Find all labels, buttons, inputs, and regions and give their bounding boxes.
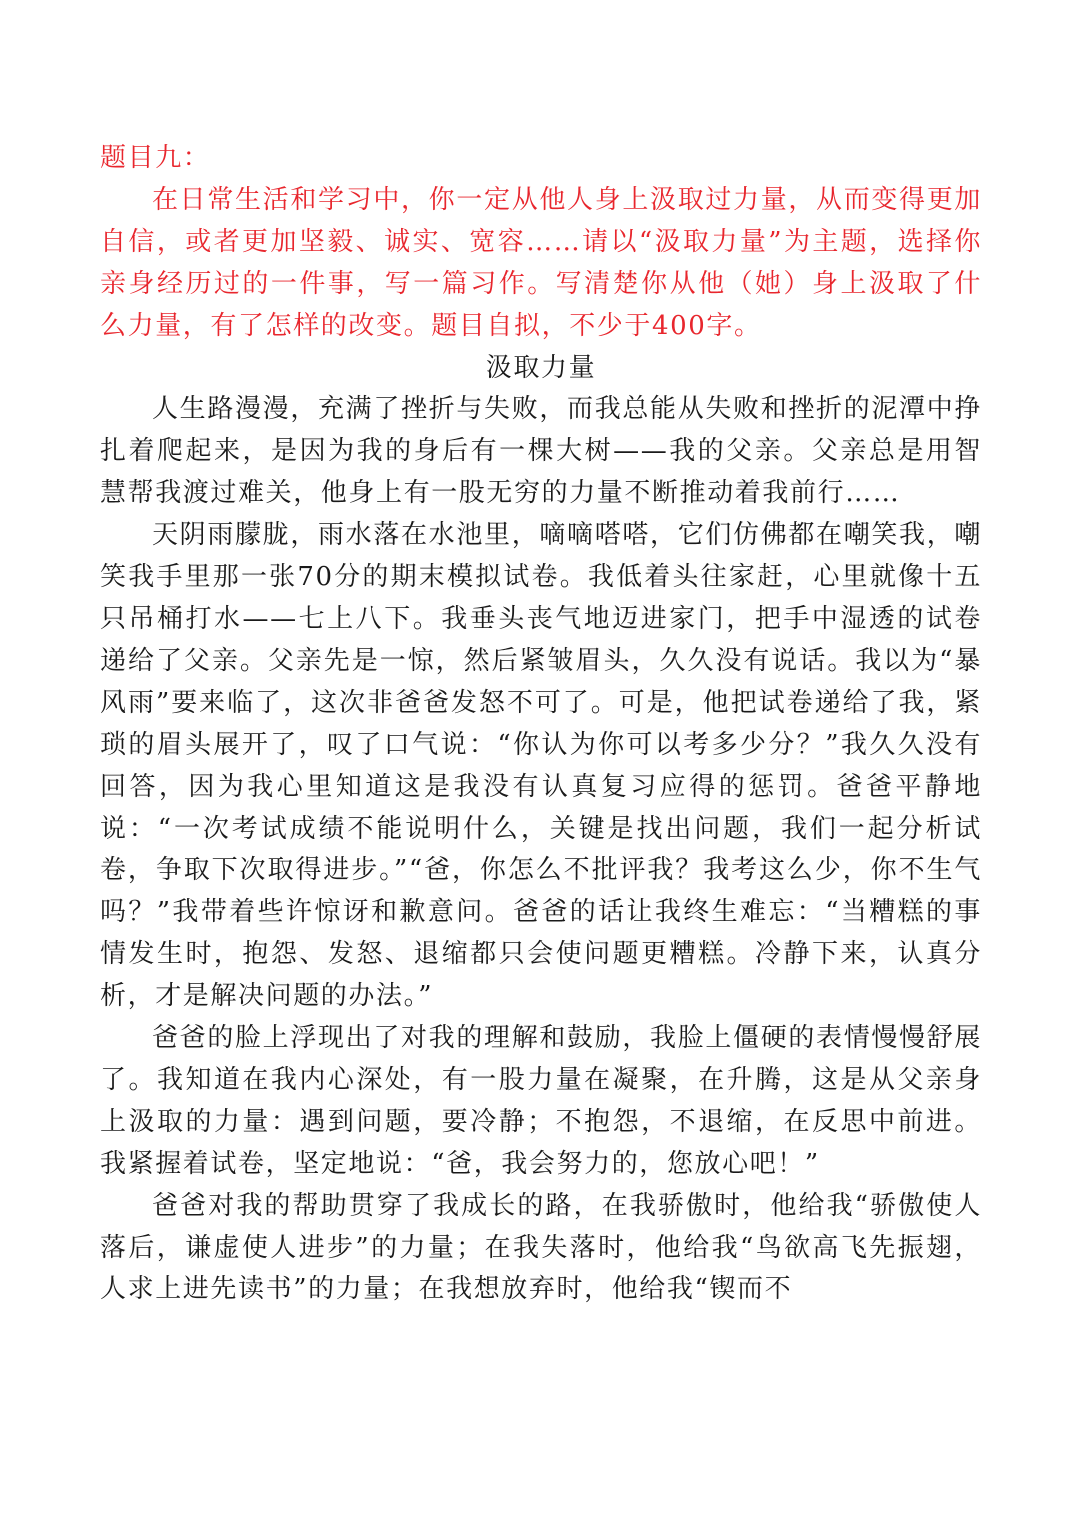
- essay-paragraph-1: 人生路漫漫，充满了挫折与失败，而我总能从失败和挫折的泥潭中挣扎着爬起来，是因为我的身后有一棵大树——我的父亲。父亲总是用智慧帮我渡过难关，他身上有一股无穷的力量不断推动着我前行……: [100, 394, 982, 509]
- writing-prompt: [100, 138, 982, 348]
- essay-paragraph-2: 天阴雨朦胧，雨水落在水池里，嘀嘀嗒嗒，它们仿佛都在嘲笑我，嘲笑我手里那一张70分的期末模拟试卷。我低着头往家赶，心里就像十五只吊桶打水——七上八下。我垂头丧气地迈进家门，把手中湿透的试卷递给了父亲。父亲先是一惊，然后紧皱眉头，久久没有说话。我以为“暴风雨”要来临了，这次非爸爸发怒不可了。可是，他把试卷递给了我，紧琐的眉头展开了，叹了口气说：“你认为你可以考多少分？”我久久没有回答，因为我心里知道这是我没有认真复习应得的惩罚。爸爸平静地说：“一次考试成绩不能说明什么，关键是找出问题，我们一起分析试卷，争取下次取得进步。”“爸，你怎么不批评我？我考这么少，你不生气吗？”我带着些许惊讶和歉意问。爸爸的话让我终生难忘：“当糟糕的事情发生时，抱怨、发怒、退缩都只会使问题更糟糕。冷静下来，认真分析，才是解决问题的办法。”: [100, 520, 982, 1012]
- essay-paragraph-3: 爸爸的脸上浮现出了对我的理解和鼓励，我脸上僵硬的表情慢慢舒展了。我知道在我内心深处，有一股力量在凝聚，在升腾，这是从父亲身上汲取的力量：遇到问题，要冷静；不抱怨，不退缩，在反思中前进。我紧握着试卷，坚定地说：“爸，我会努力的，您放心吧！”: [100, 1023, 982, 1179]
- document-page: [100, 138, 982, 1311]
- essay-title: 汲取力量: [485, 352, 597, 383]
- prompt-text: 在日常生活和学习中，你一定从他人身上汲取过力量，从而变得更加自信，或者更加坚毅、诚实、宽容……请以“汲取力量”为主题，选择你亲身经历过的一件事，写一篇习作。写清楚你从他（她）身上汲取了什么力量，有了怎样的改变。题目自拟，不少于400字。: [100, 184, 982, 341]
- prompt-label: 题目九：: [100, 143, 211, 173]
- essay: [100, 348, 982, 1312]
- essay-paragraph-4: 爸爸对我的帮助贯穿了我成长的路，在我骄傲时，他给我“骄傲使人落后，谦虚使人进步”的力量；在我失落时，他给我“鸟欲高飞先振翅，人求上进先读书”的力量；在我想放弃时，他给我“锲而不: [100, 1190, 982, 1305]
